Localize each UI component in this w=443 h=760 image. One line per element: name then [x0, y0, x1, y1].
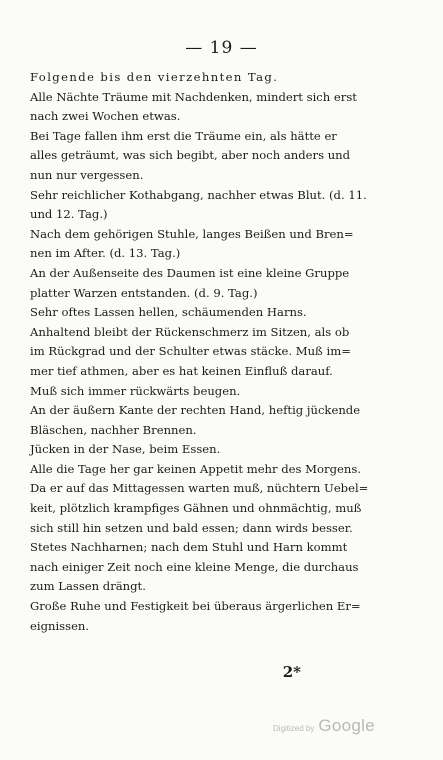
- text-line: platter Warzen entstanden. (d. 9. Tag.): [30, 285, 258, 300]
- text-line: alles geträumt, was sich begibt, aber noch anders und: [30, 148, 351, 163]
- text-line: Sehr reichlicher Kothabgang, nachher etwas Blut. (d. 11.: [30, 187, 367, 202]
- text-line: keit, plötzlich krampfiges Gähnen und ohnmächtig, muß: [30, 501, 362, 516]
- text-line: Bläschen, nachher Brennen.: [30, 422, 197, 437]
- text-line: eignissen.: [30, 618, 90, 633]
- text-line: Anhaltend bleibt der Rückenschmerz im Sitzen, als ob: [30, 324, 350, 339]
- paragraph: [30, 440, 372, 460]
- paragraph: [30, 303, 372, 323]
- text-line: und 12. Tag.): [30, 207, 108, 222]
- text-line: nach einiger Zeit noch eine kleine Menge, die durchaus: [30, 559, 359, 574]
- text-line: zum Lassen drängt.: [30, 579, 146, 594]
- text-line: Alle Nächte Träume mit Nachdenken, mindert sich erst: [30, 89, 357, 104]
- paragraph: [30, 225, 372, 264]
- paragraph: [30, 538, 372, 597]
- paragraph: [30, 323, 372, 401]
- text-line: An der Außenseite des Daumen ist eine kleine Gruppe: [30, 265, 350, 280]
- watermark-prefix: Digitized by: [273, 724, 315, 733]
- text-line: Bei Tage fallen ihm erst die Träume ein, als hätte er: [30, 128, 337, 143]
- paragraph: [30, 186, 372, 225]
- text-line: im Rückgrad und der Schulter etwas stäcke. Muß im=: [30, 344, 351, 359]
- text-line: Da er auf das Mittagessen warten muß, nüchtern Uebel=: [30, 481, 369, 496]
- text-block: [30, 68, 372, 636]
- google-logo: Google: [318, 716, 375, 735]
- paragraph-list: [30, 88, 372, 637]
- text-line: Nach dem gehörigen Stuhle, langes Beißen und Bren=: [30, 226, 354, 241]
- text-line: mer tief athmen, aber es hat keinen Einfluß darauf.: [30, 363, 333, 378]
- paragraph: [30, 401, 372, 440]
- text-line: nen im After. (d. 13. Tag.): [30, 246, 181, 261]
- paragraph: [30, 460, 372, 480]
- text-line: nach zwei Wochen etwas.: [30, 109, 181, 124]
- text-line: Stetes Nachharnen; nach dem Stuhl und Harn kommt: [30, 540, 348, 555]
- text-line: nun nur vergessen.: [30, 167, 144, 182]
- paragraph: [30, 264, 372, 303]
- paragraph: [30, 88, 372, 127]
- paragraph: [30, 597, 372, 636]
- paragraph: [30, 127, 372, 186]
- text-line: Sehr oftes Lassen hellen, schäumenden Harns.: [30, 305, 307, 320]
- text-line: An der äußern Kante der rechten Hand, heftig jückende: [30, 403, 361, 418]
- text-line: Jücken in der Nase, beim Essen.: [30, 442, 221, 457]
- text-line: Muß sich immer rückwärts beugen.: [30, 383, 241, 398]
- text-line: sich still hin setzen und bald essen; dann wirds besser.: [30, 520, 353, 535]
- digitized-watermark: [273, 716, 375, 736]
- printer-signature: 2*: [282, 663, 301, 681]
- page-number: — 19 —: [185, 38, 258, 58]
- section-heading: Folgende bis den vierzehnten Tag.: [30, 70, 279, 84]
- text-line: Große Ruhe und Festigkeit bei überaus ärgerlichen Er=: [30, 599, 361, 614]
- text-line: Alle die Tage her gar keinen Appetit mehr des Morgens.: [30, 461, 361, 476]
- paragraph: [30, 479, 372, 538]
